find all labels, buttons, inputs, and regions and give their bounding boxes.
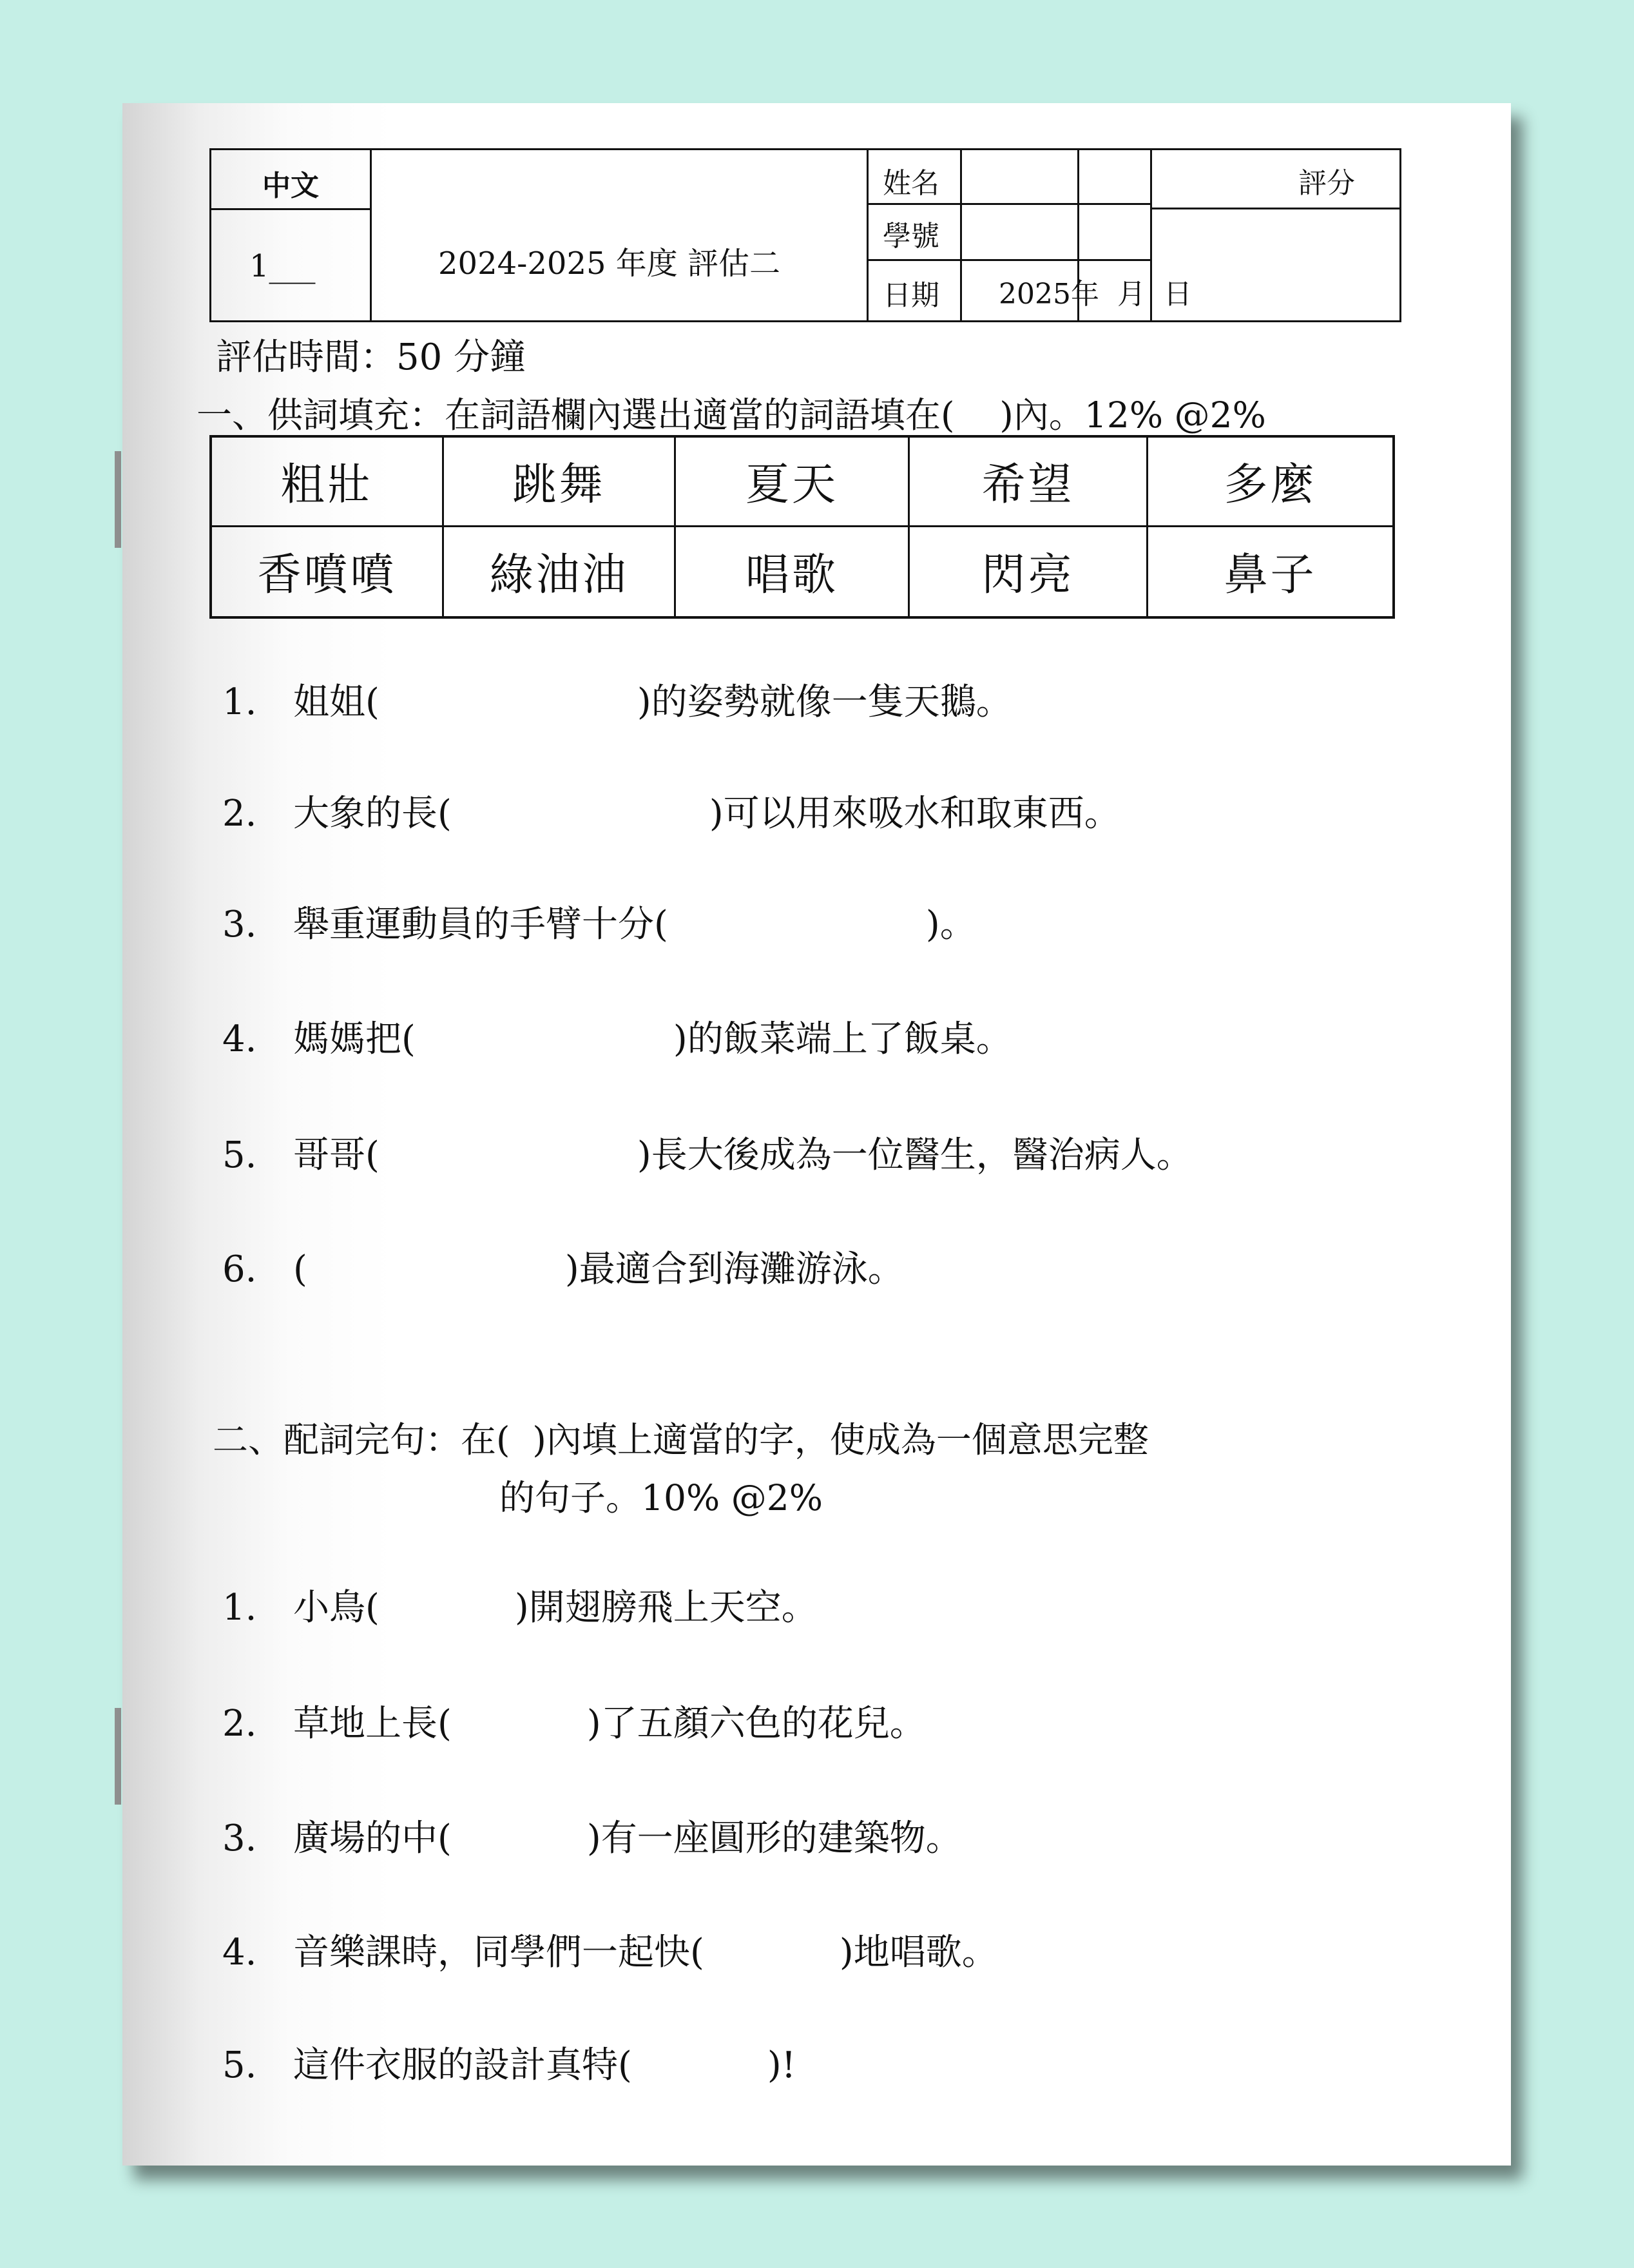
question-text-before: 這件衣服的設計真特( [293,2044,632,2086]
question-text-after: )的飯菜端上了飯桌。 [673,1018,1012,1060]
word-bank-item: 唱歌 [676,527,910,617]
question-text-after: )的姿勢就像一隻天鵝。 [637,681,1012,723]
question-number: 3. [222,1817,257,1859]
date-value: 2025年 月 日 [999,278,1192,311]
s1-question-4 [222,1011,1012,1062]
word-bank-item: 夏天 [676,438,910,527]
date-label: 日期 [883,279,939,312]
question-text-before: 哥哥( [293,1134,380,1176]
word-bank-item: 粗壯 [212,438,444,527]
s2-question-4 [222,1924,998,1975]
score-label: 評分 [1298,167,1355,200]
score-field[interactable] [1150,208,1401,322]
assessment-title: 2024-2025 年度 評估二 [438,246,781,282]
question-text-after: )。 [925,904,976,945]
question-number: 5. [222,2044,257,2086]
word-bank-item: 跳舞 [444,438,676,527]
name-field[interactable] [960,148,1152,205]
header-table [209,148,1401,322]
s1-question-5 [222,1127,1193,1178]
question-number: 4. [222,1018,257,1060]
s2-question-1 [222,1579,818,1631]
question-number: 3. [222,904,257,945]
word-bank-item: 希望 [910,438,1148,527]
student-no-label: 學號 [883,220,939,253]
section2-title-line2: 的句子。10% @2% [499,1477,823,1518]
question-text-before: ( [293,1248,307,1290]
question-number: 2. [222,1703,257,1745]
s1-question-2 [222,785,1120,837]
question-text-after: )長大後成為一位醫生，醫治病人。 [637,1134,1193,1176]
question-number: 4. [222,1932,257,1973]
question-text-before: 姐姐( [293,681,380,723]
word-bank [209,435,1395,619]
page-edge-tab-bottom [115,1708,121,1805]
question-number: 2. [222,793,257,835]
duration-label: 評估時間：50 分鐘 [216,336,526,378]
question-text-before: 大象的長( [293,793,452,835]
s1-question-6 [222,1241,904,1292]
name-label: 姓名 [883,167,939,200]
question-text-before: 草地上長( [293,1703,452,1745]
word-bank-item: 綠油油 [444,527,676,617]
student-no-field[interactable] [960,203,1152,261]
question-text-after: )有一座圓形的建築物。 [586,1817,962,1859]
s2-question-5 [222,2037,796,2088]
subject-label: 中文 [262,170,319,202]
question-text-after: )了五顏六色的花兒。 [586,1703,926,1745]
question-number: 6. [222,1248,257,1290]
question-text-before: 廣場的中( [293,1817,452,1859]
question-number: 1. [222,1587,257,1629]
question-text-before: 媽媽把( [293,1018,416,1060]
word-bank-item: 閃亮 [910,527,1148,617]
question-text-after: )地唱歌。 [839,1932,998,1973]
page-edge-tab-top [115,451,121,548]
score-label-cell [1150,148,1401,209]
question-text-after: )開翅膀飛上天空。 [514,1587,818,1629]
question-number: 1. [222,681,257,723]
s2-question-2 [222,1695,926,1747]
question-text-before: 音樂課時，同學們一起快( [293,1932,704,1973]
s1-question-3 [222,896,976,947]
word-bank-item: 多麼 [1148,438,1392,527]
question-text-before: 舉重運動員的手臂十分( [293,904,668,945]
question-number: 5. [222,1134,257,1176]
section1-title: 一、供詞填充：在詞語欄內選出適當的詞語填在( )內。12% @2% [197,394,1266,436]
s2-question-3 [222,1810,962,1861]
question-text-after: )最適合到海灘游泳。 [564,1248,904,1290]
word-bank-item: 鼻子 [1224,550,1317,601]
class-label: 1___ [249,248,316,284]
s1-question-1 [222,674,1012,725]
question-text-after: )可以用來吸水和取東西。 [709,793,1120,835]
question-text-before: 小鳥( [293,1587,380,1629]
section2-title-line1: 二、配詞完句：在( )內填上適當的字，使成為一個意思完整 [213,1419,1149,1460]
question-text-after: )! [767,2044,796,2086]
word-bank-item: 香噴噴 [212,527,444,617]
